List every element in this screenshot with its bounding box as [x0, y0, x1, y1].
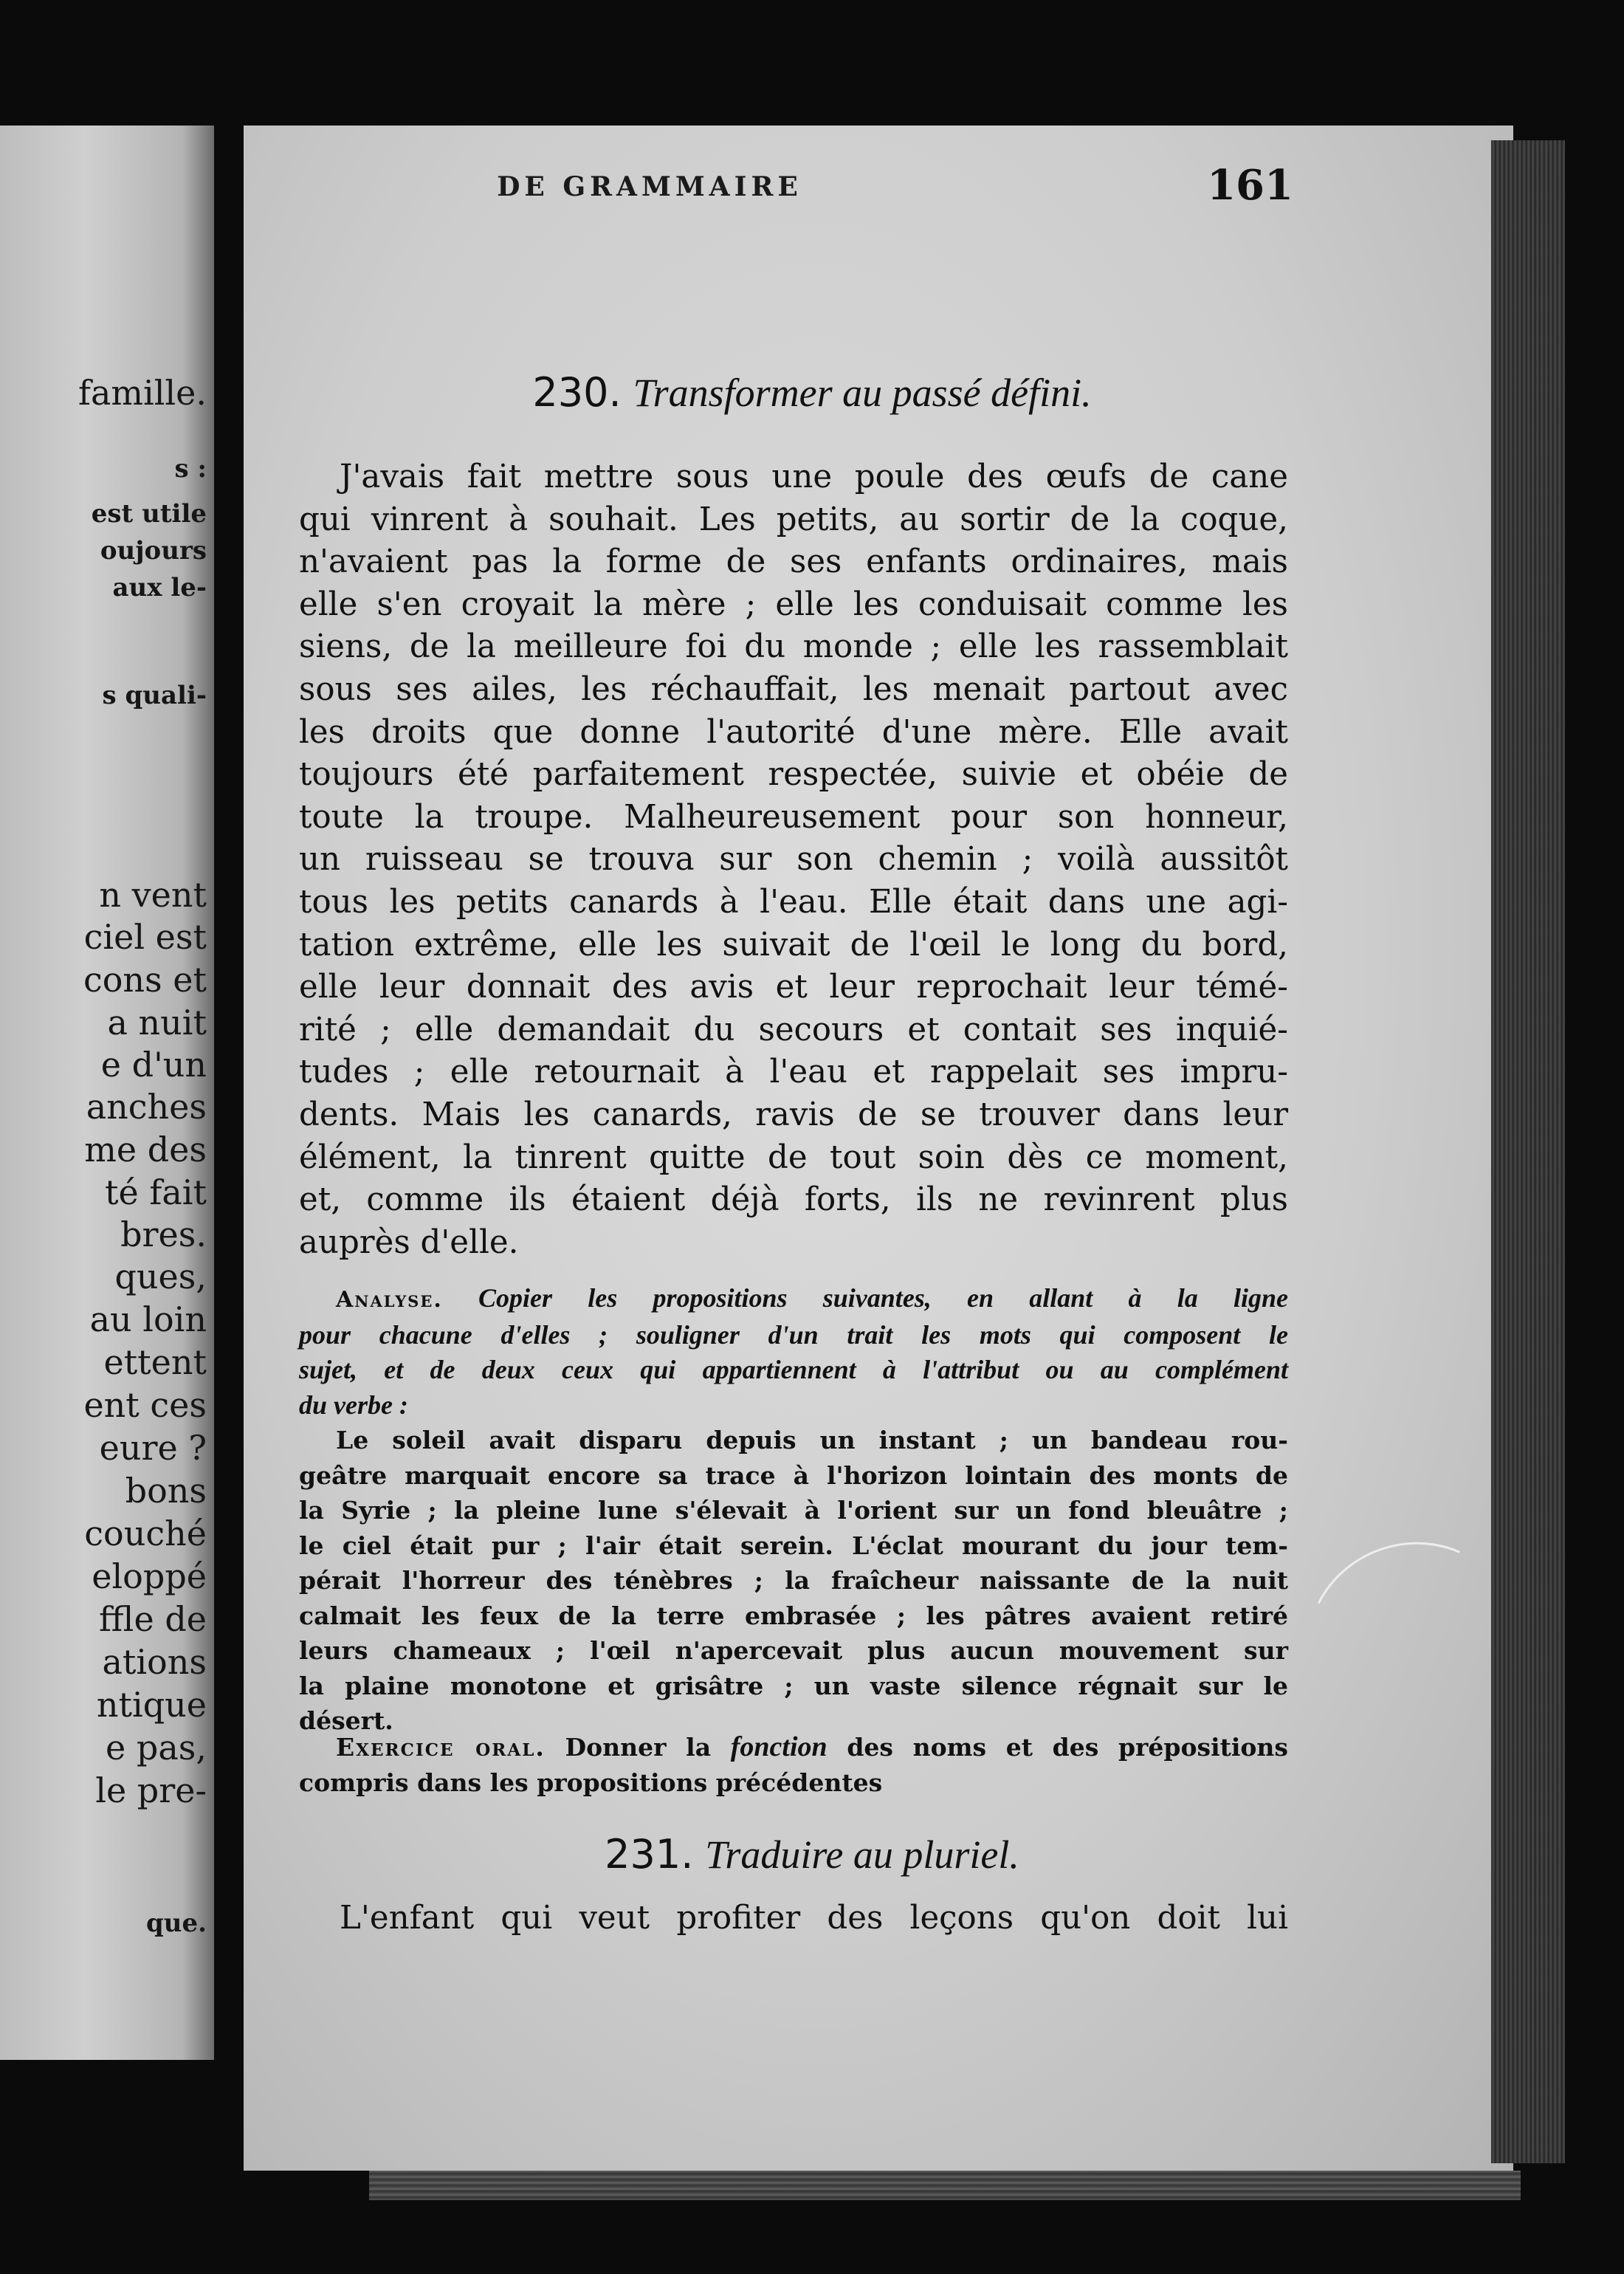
analyse-text-line: pérait l'horreur des ténèbres ; la fraîcheur naissante de la nuit: [299, 1566, 1288, 1595]
exercise-231-text: [299, 1897, 1288, 1940]
left-page-line: ations: [102, 1642, 207, 1682]
analyse-instruction-line: du verbe :: [299, 1390, 408, 1420]
left-page-line: le pre-: [95, 1770, 207, 1810]
text-line: tudes ; elle retournait à l'eau et rappelait ses impru-: [299, 1054, 1288, 1091]
left-page-fragment: [0, 126, 214, 2060]
analyse-label: Analyse.: [336, 1287, 443, 1313]
exercice-oral-section: [299, 1730, 1288, 1800]
page-number: 161: [1207, 161, 1293, 210]
left-page-line: eloppé: [92, 1556, 207, 1596]
analyse-text-line: la plaine monotone et grisâtre ; un vaste silence régnait sur le: [299, 1671, 1288, 1700]
text-line: auprès d'elle.: [299, 1223, 519, 1261]
text-line: élément, la tinrent quitte de tout soin dès ce moment,: [299, 1138, 1288, 1176]
text-line: et, comme ils étaient déjà forts, ils ne revinrent plus: [299, 1181, 1288, 1219]
text-line: toujours été parfaitement respectée, suivie et obéie de: [299, 756, 1288, 794]
text-line: sous ses ailes, les réchauffait, les menait partout avec: [299, 670, 1288, 708]
left-page-line: n vent: [99, 875, 207, 915]
page-edge-stack: [1491, 140, 1565, 2163]
exercise-heading: Traduire au pluriel.: [705, 1832, 1019, 1877]
text-line: elle s'en croyait la mère ; elle les conduisait comme les: [299, 585, 1288, 623]
text-line: un ruisseau se trouva sur son chemin ; voilà aussitôt: [299, 841, 1288, 879]
text-line: tous les petits canards à l'eau. Elle était dans une agi-: [299, 883, 1288, 921]
analyse-instruction-line: sujet, et de deux ceux qui appartiennent à l'attribut ou au complément: [299, 1355, 1288, 1384]
left-page-line: ent ces: [83, 1385, 207, 1425]
left-page-line: e pas,: [106, 1728, 207, 1768]
text-line: n'avaient pas la forme de ses enfants ordinaires, mais: [299, 543, 1288, 581]
exercise-231-title: [295, 1831, 1329, 1878]
text-line: les droits que donne l'autorité d'une mère. Elle avait: [299, 713, 1288, 751]
left-page-line: ettent: [103, 1342, 207, 1382]
analyse-instruction-line: pour chacune d'elles ; souligner d'un trait les mots qui composent le: [299, 1319, 1288, 1350]
left-page-line: a nuit: [107, 1003, 207, 1042]
left-page-line: ntique: [96, 1685, 207, 1725]
left-page-line: aux le-: [112, 573, 207, 602]
left-page-line: e d'un: [100, 1045, 207, 1085]
analyse-text-line: geâtre marquait encore sa trace à l'horizon lointain des monts de: [299, 1460, 1288, 1490]
analyse-text-line: Le soleil avait disparu depuis un instant ; un bandeau rou-: [336, 1426, 1288, 1454]
exercice-oral-rest: des noms et des prépositions: [847, 1733, 1288, 1762]
exercise-number: 231.: [605, 1831, 694, 1878]
text-line: rité ; elle demandait du secours et contait ses inquié-: [299, 1011, 1288, 1048]
analyse-text-line: désert.: [299, 1706, 393, 1735]
page-bottom-edge: [369, 2171, 1521, 2200]
analyse-instruction-line: [299, 1281, 1288, 1318]
left-page-line: au loin: [89, 1299, 207, 1339]
left-page-line: ciel est: [83, 917, 207, 957]
left-page-line: oujours: [100, 536, 207, 566]
left-page-line: s quali-: [102, 681, 207, 710]
exercise-230-text: [299, 456, 1288, 1264]
left-page-line: famille.: [78, 373, 207, 413]
left-page-line: s :: [174, 454, 207, 484]
exercice-oral-start: Donner la: [565, 1733, 712, 1762]
analyse-text-line: la Syrie ; la pleine lune s'élevait à l'orient sur un fond bleuâtre ;: [299, 1496, 1288, 1525]
exercice-oral-line-2: compris dans les propositions précédentes: [299, 1768, 883, 1797]
left-page-line: bons: [125, 1471, 207, 1511]
left-page-line: cons et: [83, 960, 207, 1000]
left-page-line: couché: [84, 1514, 207, 1553]
analyse-instruction-text: Copier les propositions suivantes, en allant à la ligne: [478, 1283, 1288, 1313]
left-page-line: ffle de: [99, 1599, 207, 1639]
text-line: L'enfant qui veut profiter des leçons qu'on doit lui: [340, 1900, 1288, 1937]
left-page-line: té fait: [105, 1172, 207, 1212]
left-page-line: que.: [146, 1909, 207, 1938]
text-line: siens, de la meilleure foi du monde ; elle les rassemblait: [299, 628, 1288, 666]
running-head: DE GRAMMAIRE: [497, 171, 802, 202]
exercise-heading: Transformer au passé défini.: [633, 371, 1092, 415]
text-line: qui vinrent à souhait. Les petits, au sortir de la coque,: [299, 501, 1288, 538]
exercise-number: 230.: [532, 369, 622, 416]
left-page-line: me des: [84, 1130, 207, 1169]
text-line: tation extrême, elle les suivait de l'œil le long du bord,: [299, 926, 1288, 963]
left-page-line: est utile: [91, 499, 207, 529]
left-page-line: bres.: [120, 1215, 207, 1254]
analyse-text-line: calmait les feux de la terre embrasée ; les pâtres avaient retiré: [299, 1601, 1288, 1630]
exercice-oral-italic: fonction: [730, 1731, 828, 1762]
text-line: toute la troupe. Malheureusement pour son honneur,: [299, 798, 1288, 836]
left-page-line: eure ?: [99, 1428, 207, 1468]
analyse-section: [299, 1281, 1288, 1739]
exercise-230-title: [295, 369, 1329, 416]
exercice-oral-label: Exercice oral.: [336, 1733, 546, 1762]
text-line: elle leur donnait des avis et leur reprochait leur témé-: [299, 969, 1288, 1006]
text-line: dents. Mais les canards, ravis de se trouver dans leur: [299, 1096, 1288, 1133]
analyse-text-line: le ciel était pur ; l'air était serein. L'éclat mourant du jour tem-: [299, 1531, 1288, 1560]
text-line: J'avais fait mettre sous une poule des œufs de cane: [340, 458, 1288, 495]
left-page-line: anches: [86, 1087, 207, 1127]
analyse-text-line: leurs chameaux ; l'œil n'apercevait plus aucun mouvement sur: [299, 1636, 1288, 1665]
left-page-line: ques,: [114, 1257, 207, 1296]
